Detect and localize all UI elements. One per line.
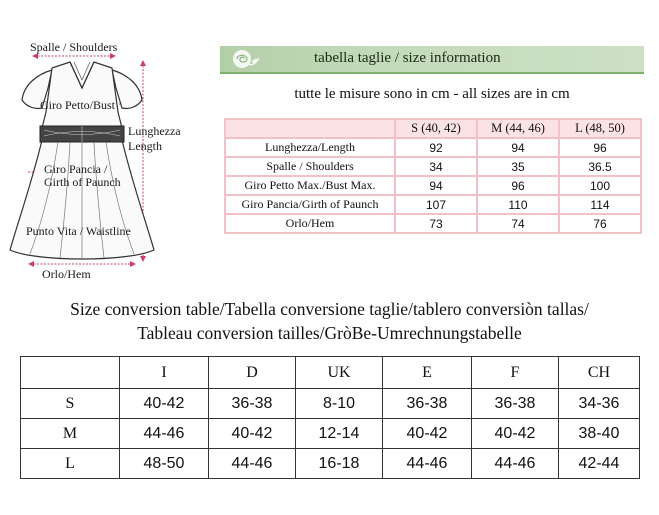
dress-diagram — [8, 32, 208, 287]
table-row — [225, 195, 641, 214]
cell-value: 110 — [477, 195, 559, 214]
cell-value: 44-46 — [383, 449, 472, 479]
cell-value: 44-46 — [472, 449, 559, 479]
cell-value: 12-14 — [296, 419, 383, 449]
units-note: tutte le misure sono in cm - all sizes are in cm — [294, 86, 570, 102]
cell-value: 36-38 — [209, 389, 296, 419]
label-paunch-en: Girth of Paunch — [44, 175, 121, 189]
row-label: Lunghezza/Length — [225, 138, 395, 157]
conversion-header-row — [21, 357, 640, 389]
rose-icon — [226, 46, 262, 72]
cell-value: 40-42 — [383, 419, 472, 449]
size-label: S — [21, 389, 120, 419]
size-info-title: tabella taglie / size information — [314, 50, 501, 66]
conversion-table — [20, 356, 640, 479]
cell-value: 114 — [559, 195, 641, 214]
conversion-title-line1: Size conversion table/Tabella conversione taglie/tablero conversiòn tallas/ — [70, 299, 589, 319]
size-info-header-cell: S (40, 42) — [395, 119, 477, 138]
conversion-header-cell: D — [209, 357, 296, 389]
size-label: M — [21, 419, 120, 449]
cell-value: 94 — [395, 176, 477, 195]
size-info-header-cell — [225, 119, 395, 138]
label-paunch-it: Giro Pancia / — [44, 162, 108, 176]
label-shoulders: Spalle / Shoulders — [30, 40, 118, 54]
label-length-en: Length — [128, 139, 162, 153]
conversion-header-cell: UK — [296, 357, 383, 389]
cell-value: 73 — [395, 214, 477, 233]
cell-value: 16-18 — [296, 449, 383, 479]
size-info-banner — [220, 46, 644, 74]
table-row — [225, 157, 641, 176]
table-row — [21, 449, 640, 479]
conversion-header-cell: F — [472, 357, 559, 389]
row-label: Giro Petto Max./Bust Max. — [225, 176, 395, 195]
cell-value: 40-42 — [120, 389, 209, 419]
table-row — [21, 389, 640, 419]
cell-value: 44-46 — [120, 419, 209, 449]
size-info-header-cell: L (48, 50) — [559, 119, 641, 138]
label-bust: Giro Petto/Bust — [40, 98, 116, 112]
conversion-header-cell — [21, 357, 120, 389]
cell-value: 94 — [477, 138, 559, 157]
cell-value: 96 — [477, 176, 559, 195]
cell-value: 48-50 — [120, 449, 209, 479]
cell-value: 36-38 — [472, 389, 559, 419]
cell-value: 42-44 — [559, 449, 640, 479]
table-row — [225, 214, 641, 233]
table-row — [21, 419, 640, 449]
cell-value: 40-42 — [209, 419, 296, 449]
row-label: Giro Pancia/Girth of Paunch — [225, 195, 395, 214]
conversion-title — [0, 297, 659, 345]
cell-value: 92 — [395, 138, 477, 157]
label-length-it: Lunghezza — [128, 124, 181, 138]
conversion-header-cell: E — [383, 357, 472, 389]
row-label: Spalle / Shoulders — [225, 157, 395, 176]
cell-value: 76 — [559, 214, 641, 233]
table-row — [225, 176, 641, 195]
cell-value: 40-42 — [472, 419, 559, 449]
dress-illustration — [8, 32, 208, 287]
size-info-header-row — [225, 119, 641, 138]
cell-value: 100 — [559, 176, 641, 195]
cell-value: 96 — [559, 138, 641, 157]
cell-value: 36-38 — [383, 389, 472, 419]
cell-value: 36.5 — [559, 157, 641, 176]
size-label: L — [21, 449, 120, 479]
size-info-header-cell: M (44, 46) — [477, 119, 559, 138]
label-waistline: Punto Vita / Waistline — [26, 224, 131, 238]
cell-value: 34 — [395, 157, 477, 176]
cell-value: 8-10 — [296, 389, 383, 419]
conversion-header-cell: CH — [559, 357, 640, 389]
size-info-table — [224, 118, 642, 234]
row-label: Orlo/Hem — [225, 214, 395, 233]
cell-value: 107 — [395, 195, 477, 214]
cell-value: 74 — [477, 214, 559, 233]
conversion-header-cell: I — [120, 357, 209, 389]
table-row — [225, 138, 641, 157]
cell-value: 35 — [477, 157, 559, 176]
cell-value: 44-46 — [209, 449, 296, 479]
cell-value: 34-36 — [559, 389, 640, 419]
conversion-title-line2: Tableau conversion tailles/GròBe-Umrechnungstabelle — [137, 323, 522, 343]
label-hem: Orlo/Hem — [42, 267, 91, 281]
cell-value: 38-40 — [559, 419, 640, 449]
